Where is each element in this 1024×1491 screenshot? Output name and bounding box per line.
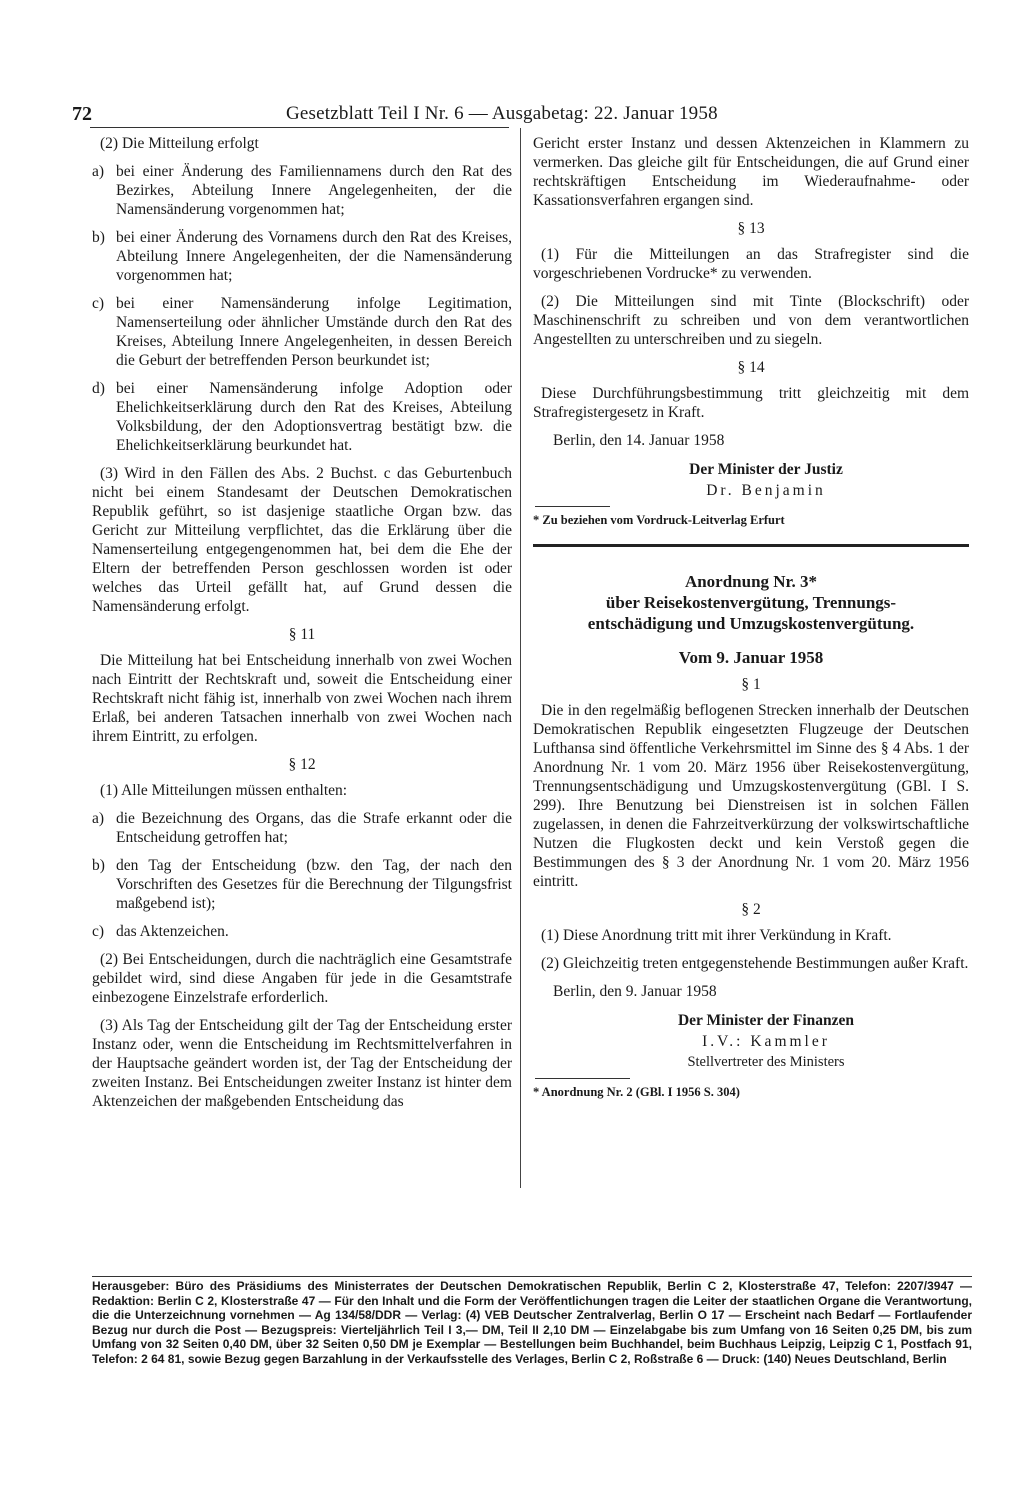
footnote-rule: [535, 506, 610, 507]
signatory-title: Der Minister der Justiz: [689, 461, 843, 478]
place-date: Berlin, den 9. Januar 1958: [553, 983, 717, 1000]
signatory-subtitle: Stellvertreter des Ministers: [687, 1054, 845, 1070]
section-separator: [533, 544, 969, 547]
ordinance-section-2-para-1: (1) Diese Anordnung tritt mit ihrer Verkündung in Kraft.: [541, 927, 892, 944]
imprint: Herausgeber: Büro des Präsidiums des Ministerrates der Deutschen Demokratischen Republik, Berlin C 2, Klosterstraße 47, Telefon: 2207/3947 — Redaktion: Berlin C 2, Klosterstraße 47 — Für den Inhalt und die Form der Veröffentlichungen tragen die Leiter der staatlichen Organe die Verantwortung, die die Unterzeichnung vornehmen — Ag 134/58/DDR — Verlag: (4) VEB Deutscher Zentralverlag, Berlin O 17 — Erscheint nach Bedarf — Fortlaufender Bezug nur durch die Post — Bezugspreis: Vierteljährlich Teil I 3,— DM, Teil II 2,10 DM — Einzelabgabe bis zum Umfang von 16 Seiten 0,25 DM, bis zum Umfang von 32 Seiten 0,40 DM, über 32 Seiten 0,50 DM je Exemplar — Bestellungen beim Buchhandel, beim Buchhaus Leipzig, Leipzig C 1, Postfach 91, Telefon: 2 64 81, sowie Bezug gegen Barzahlung in der Verkaufsstelle des Verlages, Berlin C 2, Roßstraße 6 — Druck: (140) Neues Deutschland, Berlin: [92, 1279, 972, 1366]
ordinance-date: Vom 9. Januar 1958: [678, 648, 824, 667]
footnote: * Zu beziehen vom Vordruck-Leitverlag Erfurt: [533, 513, 785, 527]
ordinance-title-line: Anordnung Nr. 3*: [684, 572, 818, 591]
list-item: [92, 922, 512, 941]
item-text: bei einer Namensänderung infolge Legitimation, Namenserteilung oder ähnlicher Umstände durch den Rat des Kreises, Abteilung Innere Angelegenheiten, in dessen Bereich die Geburt der betreffenden Person beurkundet ist;: [116, 295, 512, 369]
left-column: [92, 134, 512, 1120]
place-date: Berlin, den 14. Januar 1958: [553, 432, 725, 449]
section-14-heading: § 14: [737, 359, 765, 376]
ordinance-title-line: entschädigung und Umzugskostenvergütung.: [587, 614, 915, 633]
item-label: c): [92, 295, 105, 312]
item-label: a): [92, 163, 105, 180]
section-12-intro: (1) Alle Mitteilungen müssen enthalten:: [100, 782, 348, 799]
para-2-intro: (2) Die Mitteilung erfolgt: [100, 135, 259, 152]
right-column: [533, 134, 969, 1116]
item-label: b): [92, 229, 105, 246]
section-11-text: Die Mitteilung hat bei Entscheidung innerhalb von zwei Wochen nach Eintritt der Rechtskraft und, soweit die Entscheidung einer Rechtskraft nicht fähig ist, innerhalb von zwei Wochen nach ihrem Erlaß, bei anderen Tatsachen innerhalb von zwei Wochen nach ihrem Eintritt, zu erfolgen.: [92, 652, 512, 745]
footnote-rule: [535, 1078, 630, 1079]
ordinance-title-line: über Reisekostenvergütung, Trennungs-: [605, 593, 897, 612]
item-text: bei einer Änderung des Familiennamens durch den Rat des Bezirkes, Abteilung Innere Angelegenheiten, der die Namensänderung vorgenommen hat;: [116, 163, 512, 218]
page-number: 72: [72, 103, 92, 125]
section-13-para-2: (2) Die Mitteilungen sind mit Tinte (Blockschrift) oder Maschinenschrift zu schreiben und von dem verantwortlichen Angestellten zu unterschreiben und zu siegeln.: [533, 293, 969, 348]
list-item: [92, 379, 512, 455]
section-11-heading: § 11: [288, 626, 316, 643]
item-label: d): [92, 380, 105, 397]
ordinance-section-2-para-2: (2) Gleichzeitig treten entgegenstehende Bestimmungen außer Kraft.: [541, 955, 969, 972]
item-text: das Aktenzeichen.: [116, 923, 229, 940]
item-text: bei einer Namensänderung infolge Adoption oder Ehelichkeitserklärung durch den Rat des Kreises, Abteilung Volksbildung, der den Adoptionsvertrag bestätigt bzw. die Ehelichkeitserklärung beurkundet hat.: [116, 380, 512, 454]
section-13-heading: § 13: [737, 220, 765, 237]
signatory-title: Der Minister der Finanzen: [677, 1012, 855, 1029]
item-text: den Tag der Entscheidung (bzw. den Tag, der nach den Vorschriften des Gesetzes für die Berechnung der Tilgungsfrist maßgebend ist);: [116, 857, 512, 912]
item-text: die Bezeichnung des Organs, das die Strafe erkannt oder die Entscheidung getroffen hat;: [116, 810, 512, 846]
running-head: Gesetzblatt Teil I Nr. 6 — Ausgabetag: 22. Januar 1958: [286, 103, 718, 124]
header-rule: [90, 127, 509, 128]
imprint-rule: [92, 1276, 972, 1277]
section-12-heading: § 12: [288, 756, 316, 773]
item-label: a): [92, 810, 105, 827]
ordinance-title: [533, 571, 969, 634]
footnote: * Anordnung Nr. 2 (GBl. I 1956 S. 304): [533, 1085, 740, 1099]
column-divider: [520, 128, 521, 1188]
section-14-text: Diese Durchführungsbestimmung tritt gleichzeitig mit dem Strafregistergesetz in Kraft.: [533, 385, 969, 421]
item-label: b): [92, 857, 105, 874]
ordinance-section-1-heading: § 1: [741, 676, 761, 693]
ordinance-section-2-heading: § 2: [741, 901, 761, 918]
list-item: [92, 228, 512, 285]
section-13-para-1: (1) Für die Mitteilungen an das Strafregister sind die vorgeschriebenen Vordrucke* zu verwenden.: [533, 246, 969, 282]
signatory-name: Dr. Benjamin: [706, 482, 826, 499]
list-item: [92, 809, 512, 847]
list-item: [92, 294, 512, 370]
ordinance-section-1-text: Die in den regelmäßig beflogenen Strecken innerhalb der Deutschen Demokratischen Republik eingesetzten Flugzeuge der Deutschen Lufthansa sind öffentliche Verkehrsmittel im Sinne des § 4 Abs. 1 der Anordnung Nr. 1 vom 20. März 1956 über Reisekostenvergütung, Trennungsentschädigung und Umzugskostenvergütung (GBl. I S. 299). Ihre Benutzung bei Dienstreisen ist in solchen Fällen zugelassen, in denen die Fahrzeitverkürzung der volkswirtschaftliche Nutzen die Flugkosten deckt und kein Verstoß gegen die Bestimmungen des § 3 der Anordnung Nr. 1 vom 20. März 1956 eintritt.: [533, 702, 969, 890]
item-label: c): [92, 923, 105, 940]
list-item: [92, 856, 512, 913]
item-text: bei einer Änderung des Vornamens durch den Rat des Kreises, Abteilung Innere Angelegenheiten, der die Namensänderung vorgenommen hat;: [116, 229, 512, 284]
para-3: (3) Wird in den Fällen des Abs. 2 Buchst. c das Geburtenbuch nicht bei einem Standesamt der Deutschen Demokratischen Republik geführt, so ist dasjenige staatliche Organ bzw. das Gericht zur Mitteilung verpflichtet, das die Erklärung über die Namenserteilung entgegengenommen hat, bei dem die Ehe der Eltern der betreffenden Person geschlossen worden ist oder welches das Urteil gefällt hat, auf Grund dessen die Namensänderung erfolgt.: [92, 465, 512, 615]
section-12-para-2: (2) Bei Entscheidungen, durch die nachträglich eine Gesamtstrafe gebildet wird, sind diese Angaben für jede in die Gesamtstrafe einbezogene Einzelstrafe erforderlich.: [92, 951, 512, 1006]
section-12-para-3: (3) Als Tag der Entscheidung gilt der Tag der Entscheidung erster Instanz oder, wenn die Entscheidung im Rechtsmittelverfahren in der Hauptsache geändert worden ist, der Tag der Entscheidung der zweiten Instanz. Bei Entscheidungen zweiter Instanz ist hinter dem Aktenzeichen der maßgebenden Entscheidung das: [92, 1017, 512, 1110]
list-item: [92, 162, 512, 219]
signatory-name: I.V.: Kammler: [702, 1033, 830, 1050]
continuation-text: Gericht erster Instanz und dessen Aktenzeichen in Klammern zu vermerken. Das gleiche gilt für Entscheidungen, die auf Grund einer rechtskräftigen Entscheidung im Wiederaufnahme- oder Kassationsverfahren ergangen sind.: [533, 135, 969, 209]
